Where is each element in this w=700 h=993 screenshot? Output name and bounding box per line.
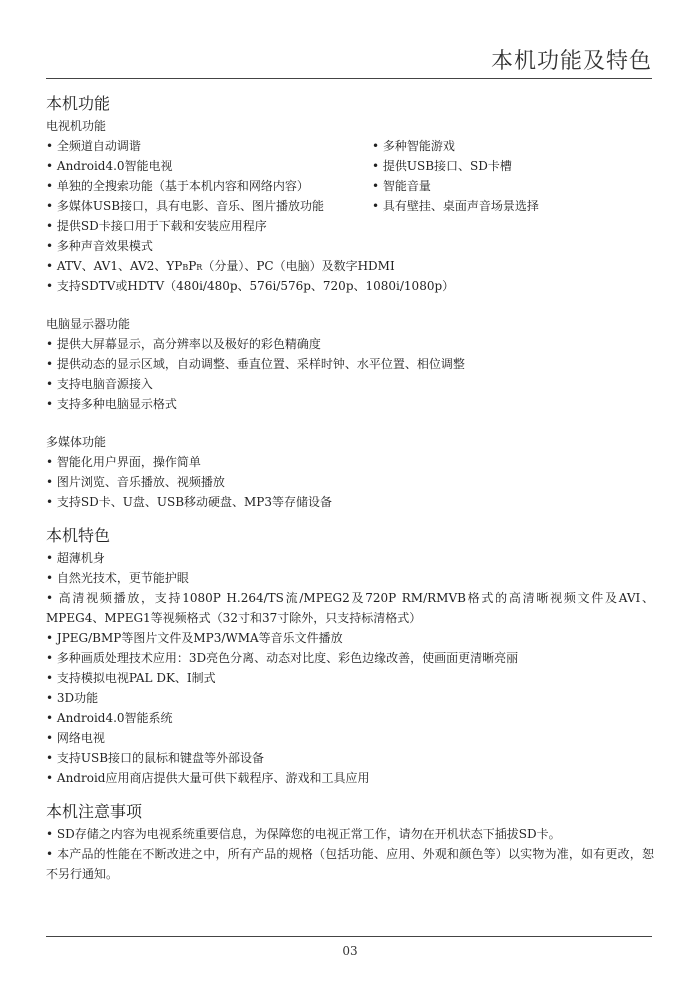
list-item-av-inputs [46, 256, 654, 276]
list-item: • 提供大屏幕显示，高分辨率以及极好的彩色精确度 [46, 334, 654, 354]
list-item: • 超薄机身 [46, 548, 654, 568]
list-item: • 提供SD卡接口用于下载和安装应用程序 [46, 216, 654, 236]
list-item: • Android4.0智能电视 [46, 156, 372, 176]
page-header-title: 本机功能及特色 [490, 49, 652, 74]
list-item: • 支持电脑音源接入 [46, 374, 654, 394]
tv-features-right-column [372, 136, 654, 216]
list-item: • 多种智能游戏 [372, 136, 654, 156]
list-item: • 多媒体USB接口，具有电影、音乐、图片播放功能 [46, 196, 372, 216]
paragraph-spec-note: • 本产品的性能在不断改进之中，所有产品的规格（包括功能、应用、外观和颜色等）以实物为准，如有更改，恕不另行通知。 [46, 847, 654, 881]
footer-divider [46, 936, 652, 937]
list-item: • 3D功能 [46, 688, 654, 708]
list-item: • 多种画质处理技术应用：3D亮色分离、动态对比度、彩色边缘改善，使画面更清晰亮丽 [46, 648, 654, 668]
subsection-title-pc: 电脑显示器功能 [46, 317, 131, 331]
header-divider [46, 78, 652, 79]
list-item: • 支持SDTV或HDTV（480i/480p、576i/576p、720p、1080i/1080p） [46, 276, 654, 296]
section-title-features: 本机特色 [46, 526, 111, 545]
page-content [46, 92, 654, 884]
av-text-mid: P [188, 259, 197, 273]
list-item: • 全频道自动调谐 [46, 136, 372, 156]
list-item: • 自然光技术，更节能护眼 [46, 568, 654, 588]
list-item: • 支持模拟电视PAL DK、I制式 [46, 668, 654, 688]
av-subscript-b: B [182, 263, 189, 272]
av-subscript-r: R [196, 263, 203, 272]
list-item: • 支持USB接口的鼠标和键盘等外部设备 [46, 748, 654, 768]
list-item: • 提供动态的显示区域，自动调整、垂直位置、采样时钟、水平位置、相位调整 [46, 354, 654, 374]
list-item: • 提供USB接口、SD卡槽 [372, 156, 654, 176]
list-item: • 具有壁挂、桌面声音场景选择 [372, 196, 654, 216]
list-item: • 支持多种电脑显示格式 [46, 394, 654, 414]
list-item: • 智能化用户界面，操作简单 [46, 452, 654, 472]
section-title-notes: 本机注意事项 [46, 802, 143, 821]
subsection-title-media: 多媒体功能 [46, 435, 107, 449]
list-item: • Android4.0智能系统 [46, 708, 654, 728]
av-text-suffix: （分量）、PC（电脑）及数字HDMI [202, 259, 395, 273]
av-text-prefix: ATV、AV1、AV2、YP [56, 259, 183, 273]
page-number: 03 [342, 944, 358, 958]
subsection-title-tv: 电视机功能 [46, 119, 107, 133]
list-item: • 图片浏览、音乐播放、视频播放 [46, 472, 654, 492]
list-item: • 智能音量 [372, 176, 654, 196]
list-item: • 单独的全搜索功能（基于本机内容和网络内容） [46, 176, 372, 196]
list-item: • 网络电视 [46, 728, 654, 748]
tv-features-two-columns [46, 136, 654, 216]
section-title-functions: 本机功能 [46, 94, 111, 113]
list-item: • 多种声音效果模式 [46, 236, 654, 256]
paragraph-hd-playback: • 高清视频播放，支持1080P H.264/TS流/MPEG2及720P RM/RMVB格式的高清晰视频文件及AVI、MPEG4、MPEG1等视频格式（32寸和37寸除外，只支持标清格式） [46, 591, 654, 625]
tv-features-left-column [46, 136, 372, 216]
list-item: • 支持SD卡、U盘、USB移动硬盘、MP3等存储设备 [46, 492, 654, 512]
paragraph-sd-note: • SD存储之内容为电视系统重要信息，为保障您的电视正常工作，请勿在开机状态下插拔SD卡。 [46, 827, 561, 841]
list-item: • JPEG/BMP等图片文件及MP3/WMA等音乐文件播放 [46, 628, 654, 648]
list-item: • Android应用商店提供大量可供下载程序、游戏和工具应用 [46, 768, 654, 788]
